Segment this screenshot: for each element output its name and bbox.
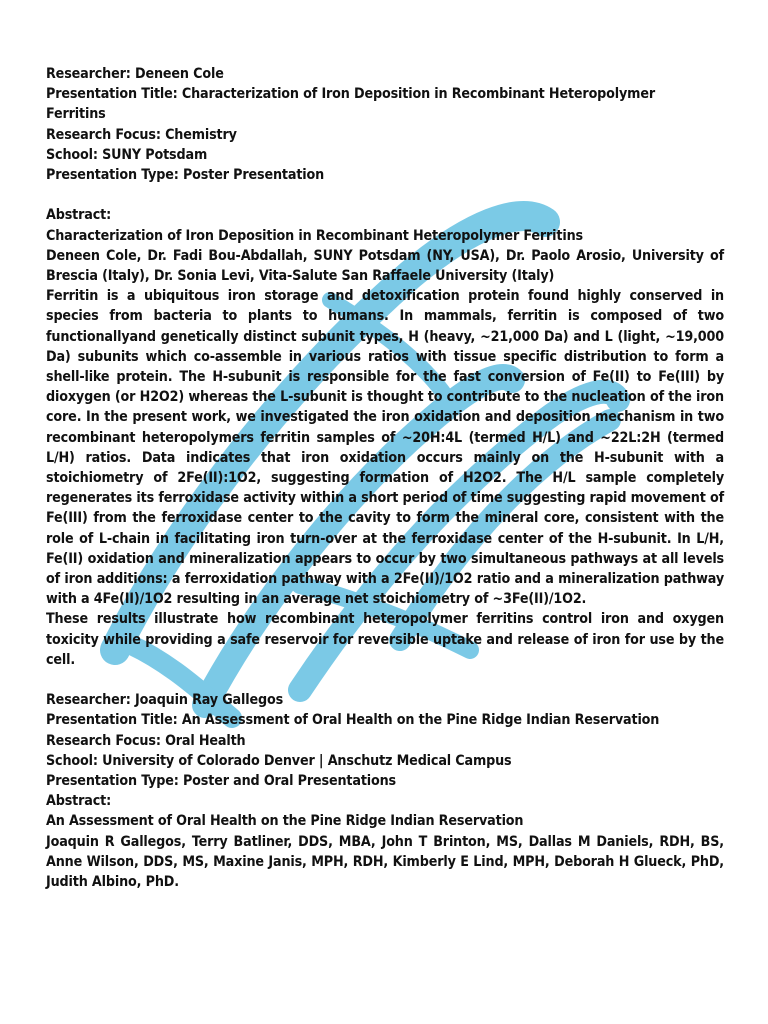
school-2: School: University of Colorado Denver | Anschutz Medical Campus <box>46 752 512 769</box>
school-1: School: SUNY Potsdam <box>46 146 208 163</box>
authors-2: Joaquin R Gallegos, Terry Batliner, DDS, MBA, John T Brinton, MS, Dallas M Daniels, RDH, BS, Anne Wilson, DDS, MS, Maxine Janis, MPH, RDH, Kimberly E Lind, MPH, Deborah H Glueck, PhD, Judith Albino, PhD. <box>46 833 724 891</box>
abstract-body-1: Ferritin is a ubiquitous iron storage and detoxification protein found highly conserved in species from bacteria to plants to humans. In mammals, ferritin is composed of two functionallyand genetically distinct subunit types, H (heavy, ~21,000 Da) and L (light, ~19,000 Da) subunits which co-assemble in various ratios with tissue specific distribution to form a shell-like protein. The H-subunit is responsible for the fast conversion of Fe(II) to Fe(III) by dioxygen (or H2O2) whereas the L-subunit is thought to contribute to the nucleation of the iron core. In the present work, we investigated the iron oxidation and deposition mechanism in two recombinant heteropolymers ferritin samples of ~20H:4L (termed H/L) and ~22L:2H (termed L/H) ratios. Data indicates that iron oxidation occurs mainly on the H-subunit with a stoichiometry of 2Fe(II):1O2, suggesting formation of H2O2. The H/L sample completely regenerates its ferroxidase activity within a short period of time suggesting rapid movement of Fe(III) from the ferroxidase center to the cavity to form the mineral core, consistent with the role of L-chain in facilitating iron turn-over at the ferroxidase center of the H-subunit. In L/H, Fe(II) oxidation and mineralization appears to occur by two simultaneous pathways at all levels of iron additions: a ferroxidation pathway with a 2Fe(II)/1O2 ratio and a mineralization pathway with a 4Fe(II)/1O2 resulting in an average net stoichiometry of ~3Fe(II)/1O2. <box>46 288 724 608</box>
spacer <box>46 185 724 205</box>
abstract-conclusion-1: These results illustrate how recombinant heteropolymer ferritins control iron and oxygen toxicity while providing a safe reservoir for reversible uptake and release of iron for use by the cell. <box>46 611 724 668</box>
spacer <box>46 670 724 690</box>
presentation-title-1-line-1: Presentation Title: Characterization of Iron Deposition in Recombinant Heteropolymer <box>46 86 655 103</box>
researcher-1: Researcher: Deneen Cole <box>46 66 224 82</box>
presentation-type-2: Presentation Type: Poster and Oral Presentations <box>46 773 397 790</box>
presentation-type-1: Presentation Type: Poster Presentation <box>46 167 325 184</box>
authors-1: Deneen Cole, Dr. Fadi Bou-Abdallah, SUNY Potsdam (NY, USA), Dr. Paolo Arosio, University of Brescia (Italy), Dr. Sonia Levi, Vita-Salute San Raffaele University (Italy) <box>46 247 724 285</box>
researcher-2: Researcher: Joaquin Ray Gallegos <box>46 692 284 709</box>
research-focus-2: Research Focus: Oral Health <box>46 732 246 749</box>
abstract-label-2: Abstract: <box>46 793 112 810</box>
abstract-label-1: Abstract: <box>46 207 112 224</box>
abstract-title-2: An Assessment of Oral Health on the Pine Ridge Indian Reservation <box>46 813 524 830</box>
document-body <box>46 64 724 892</box>
research-focus-1: Research Focus: Chemistry <box>46 126 237 143</box>
presentation-title-1-line-2: Ferritins <box>46 106 106 123</box>
presentation-title-2: Presentation Title: An Assessment of Oral Health on the Pine Ridge Indian Reservation <box>46 712 660 729</box>
abstract-title-1: Characterization of Iron Deposition in Recombinant Heteropolymer Ferritins <box>46 227 583 244</box>
